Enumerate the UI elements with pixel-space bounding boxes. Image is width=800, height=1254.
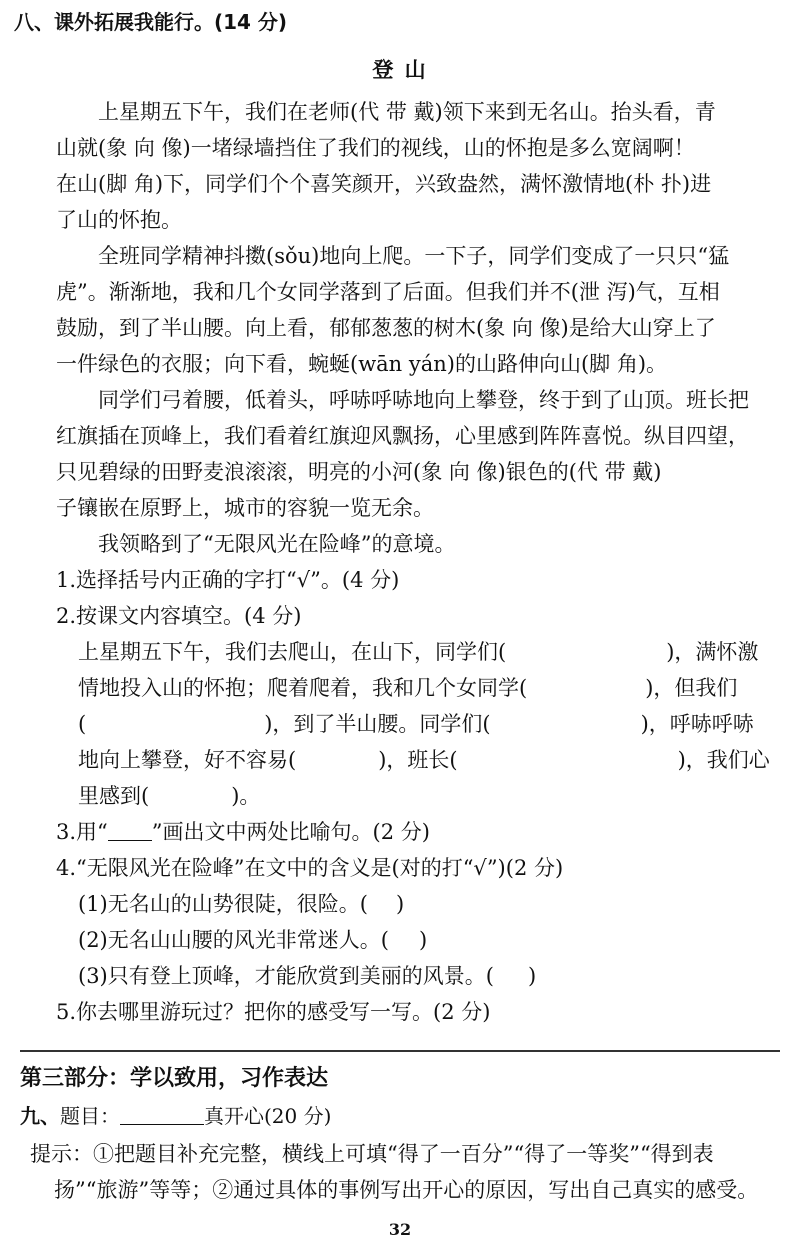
fill-line: ( )，到了半山腰。同学们( )，呼哧呼哧 [78,712,754,736]
fill-line: 上星期五下午，我们去爬山，在山下，同学们( )，满怀激 [78,640,759,664]
passage-line: 在山(脚 角)下，同学们个个喜笑颜开，兴致盎然，满怀激情地(朴 扑)进 [56,172,712,196]
underline-sample [108,820,152,841]
option-3: (3)只有登上顶峰，才能欣赏到美丽的风景。( ) [78,964,537,988]
fill-line: 情地投入山的怀抱；爬着爬着，我和几个女同学( )，但我们 [78,676,738,700]
option-2: (2)无名山山腰的风光非常迷人。( ) [78,928,428,952]
question-9: 九、题目： 真开心(20 分) [20,1104,332,1128]
section-divider [20,1050,780,1052]
hint-line: 提示：①把题目补充完整，横线上可填“得了一百分”“得了一等奖”“得到表 [30,1142,714,1166]
part-heading: 第三部分：学以致用，习作表达 [20,1066,329,1091]
passage-line: 虎”。渐渐地，我和几个女同学落到了后面。但我们并不(泄 泻)气，互相 [56,280,720,304]
passage-line: 子镶嵌在原野上，城市的容貌一览无余。 [56,496,434,520]
passage-title: 登 山 [372,58,428,82]
passage-line: 红旗插在顶峰上，我们看着红旗迎风飘扬，心里感到阵阵喜悦。纵目四望， [56,424,749,448]
hint-line: 扬”“旅游”等等；②通过具体的事例写出开心的原因，写出自己真实的感受。 [54,1178,759,1202]
title-blank[interactable] [120,1104,204,1125]
passage-line: 一件绿色的衣服；向下看，蜿蜒(wān yán)的山路伸向山(脚 角)。 [56,352,668,376]
question-3: 3.用“ ”画出文中两处比喻句。(2 分) [56,820,430,844]
passage-line: 上星期五下午，我们在老师(代 带 戴)领下来到无名山。抬头看，青 [98,100,716,124]
passage-line: 我领略到了“无限风光在险峰”的意境。 [98,532,456,556]
question-1: 1.选择括号内正确的字打“√”。(4 分) [56,568,400,592]
question-2: 2.按课文内容填空。(4 分) [56,604,302,628]
fill-line: 里感到( )。 [78,784,261,808]
passage-line: 鼓励，到了半山腰。向上看，郁郁葱葱的树木(象 向 像)是给大山穿上了 [56,316,716,340]
passage-line: 同学们弓着腰，低着头，呼哧呼哧地向上攀登，终于到了山顶。班长把 [98,388,749,412]
option-1: (1)无名山的山势很陡，很险。( ) [78,892,405,916]
question-5: 5.你去哪里游玩过？把你的感受写一写。(2 分) [56,1000,491,1024]
page-number: 32 [388,1220,412,1239]
passage-line: 全班同学精神抖擞(sǒu)地向上爬。一下子，同学们变成了一只只“猛 [98,244,730,268]
passage-line: 只见碧绿的田野麦浪滚滚，明亮的小河(象 向 像)银色的(代 带 戴) [56,460,662,484]
passage-line: 了山的怀抱。 [56,208,182,232]
section-heading: 八、课外拓展我能行。(14 分) [14,10,288,34]
question-4: 4.“无限风光在险峰”在文中的含义是(对的打“√”)(2 分) [56,856,564,880]
fill-line: 地向上攀登，好不容易( )，班长( )，我们心 [78,748,770,772]
passage-line: 山就(象 向 像)一堵绿墙挡住了我们的视线，山的怀抱是多么宽阔啊！ [56,136,695,160]
